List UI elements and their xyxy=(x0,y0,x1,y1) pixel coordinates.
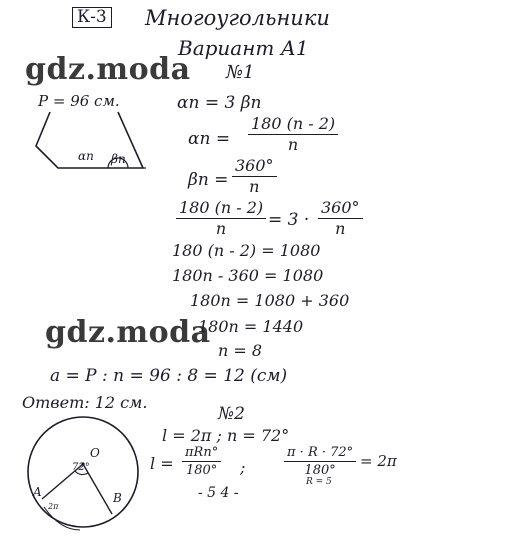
problem2-formula-denominator: 180° xyxy=(185,463,218,478)
watermark-middle: gdz.moda xyxy=(45,315,211,350)
eq-line4-numerator: 180 (n - 2) xyxy=(176,200,266,219)
problem2-given: l = 2π ; n = 72° xyxy=(162,426,290,445)
eq-line10: a = P : n = 96 : 8 = 12 (см) xyxy=(50,366,288,386)
eq-line3-numerator: 360° xyxy=(232,158,277,177)
problem2-formula-numerator: πRn° xyxy=(182,446,221,462)
problem2-formula-fraction xyxy=(182,446,221,477)
eq-line2-lhs: αn = xyxy=(188,129,231,149)
eq-line4-fraction-right xyxy=(318,200,363,237)
eq-line4-denominator-right: n xyxy=(335,219,346,238)
variant-label: Вариант А1 xyxy=(178,36,309,60)
eq-line8: 180n = 1440 xyxy=(198,317,304,336)
problem2-number: №2 xyxy=(218,404,245,424)
eq-line5: 180 (n - 2) = 1080 xyxy=(172,241,321,260)
eq-line6: 180n - 360 = 1080 xyxy=(172,266,324,285)
problem2-formula-lhs: l = xyxy=(150,454,174,473)
eq-line4-numerator-right: 360° xyxy=(318,200,363,219)
alpha-label: αn xyxy=(78,149,94,163)
angle-label: 72° xyxy=(72,462,90,473)
eq-line3-denominator: n xyxy=(249,177,260,196)
problem1-number: №1 xyxy=(226,62,255,83)
point-b-label: B xyxy=(113,491,122,505)
page-number: - 5 4 - xyxy=(198,485,239,501)
eq-line2-fraction xyxy=(248,116,338,153)
beta-label: βn xyxy=(111,152,126,166)
problem2-separator: ; xyxy=(240,458,246,477)
eq-line1: αn = 3 βn xyxy=(177,93,262,113)
eq-line4-middle: = 3 · xyxy=(268,210,310,230)
eq-line9: n = 8 xyxy=(218,341,263,360)
eq-line4-denominator: n xyxy=(215,219,227,238)
page-title: Многоугольники xyxy=(145,6,330,30)
variant-code-box xyxy=(72,7,112,28)
problem2-calc-note: R = 5 xyxy=(306,477,332,487)
eq-line3-fraction xyxy=(232,158,277,195)
eq-line2-denominator: n xyxy=(287,135,299,154)
eq-line3-lhs: βn = xyxy=(188,170,229,190)
point-o-label: O xyxy=(90,446,100,460)
watermark-top: gdz.moda xyxy=(25,52,191,87)
eq-line2-numerator: 180 (n - 2) xyxy=(248,116,338,135)
eq-line7: 180n = 1080 + 360 xyxy=(190,291,350,310)
problem1-answer: Ответ: 12 см. xyxy=(22,393,148,412)
polygon-figure xyxy=(28,108,168,198)
problem2-calc-denominator: 180° xyxy=(304,463,336,478)
arc-length-label: 2π xyxy=(48,502,59,511)
problem2-calc-fraction xyxy=(284,446,356,477)
problem1-given: P = 96 см. xyxy=(38,92,120,110)
variant-code: К-3 xyxy=(77,7,107,27)
circle-figure xyxy=(20,412,150,542)
problem2-calc-numerator: π · R · 72° xyxy=(284,446,356,462)
point-a-label: A xyxy=(33,485,42,499)
eq-line4-fraction-left xyxy=(176,200,266,237)
problem2-calc-result: = 2π xyxy=(360,452,397,470)
